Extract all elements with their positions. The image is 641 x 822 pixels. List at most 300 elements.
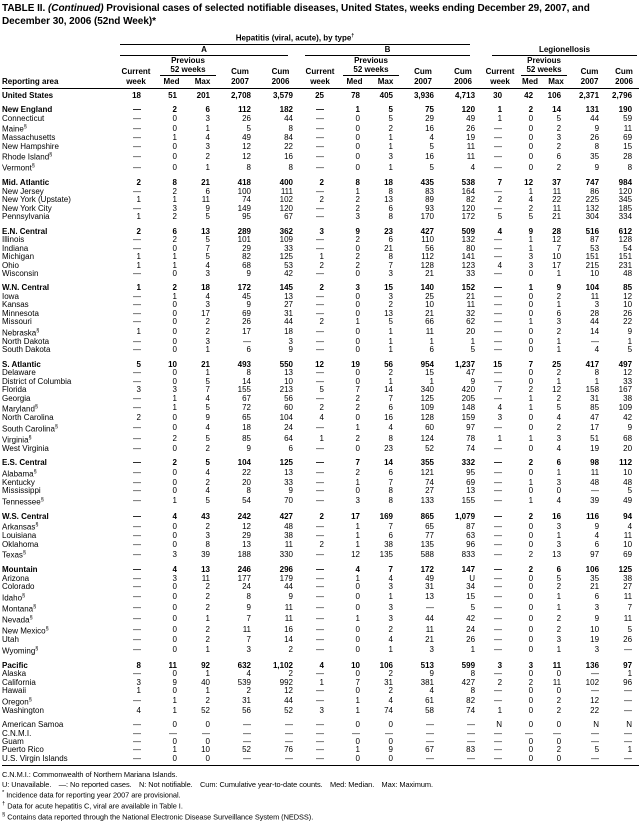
value-cell: N [593,720,600,730]
header-spacer [482,32,639,45]
col-previous-52-weeks-a: Previous 52 weeks [157,56,219,76]
value-cell: 159 [461,413,476,423]
value-cell: 17 [201,308,210,318]
value-cell: 4 [528,195,534,205]
value-cell: 22 [242,467,251,477]
value-cell: 9 [627,422,633,432]
value-cell: 0 [528,644,534,654]
value-cell: N [626,720,633,730]
value-cell: — [316,614,324,624]
value-cell: 2 [556,123,562,133]
table-row [2,346,639,354]
value-cell: 1 [556,603,562,613]
value-cell: 6 [172,226,177,236]
value-cell: 7 [355,385,360,395]
value-cell: — [494,162,503,172]
value-cell: 0 [355,635,360,645]
value-cell: 18 [201,283,210,293]
reporting-area-cell: Illinois [2,235,25,245]
reporting-area-cell: South Carolina§ [2,423,58,434]
value-cell: 0 [355,243,360,253]
value-cell: 3 [205,300,210,310]
reporting-area-cell: Kentucky [2,477,35,487]
value-cell: 0 [172,345,177,355]
value-cell: 4 [205,486,210,496]
value-cell: — [316,203,324,213]
value-cell: 0 [355,737,360,746]
reporting-area-cell: Virginia§ [2,434,32,445]
reporting-area-cell: Delaware [2,368,36,378]
reporting-area-cell: District of Columbia [2,376,72,386]
value-cell: 0 [528,521,534,531]
value-cell: 9 [594,123,600,133]
value-cell: 0 [528,422,534,432]
table-row [2,115,639,123]
value-cell: 22 [590,705,600,715]
value-cell: — [133,521,141,531]
value-cell: 125 [420,393,434,403]
value-cell: 69 [466,477,476,487]
value-cell: 16 [425,151,434,161]
value-cell: — [261,755,300,766]
value-cell: 2 [388,123,393,133]
value-cell: 2 [205,582,210,592]
value-cell: 865 [420,511,434,521]
value-cell: 125 [279,252,293,262]
value-cell: 0 [528,141,534,151]
value-cell: 599 [461,660,476,670]
hepatitis-a-header: A [115,45,300,56]
value-cell: 2 [388,625,393,635]
value-cell: 97 [466,422,476,432]
value-cell: 8 [288,123,293,133]
value-cell: 60 [425,422,434,432]
value-cell: 3,936 [413,90,434,100]
value-cell: 2 [319,511,324,521]
reporting-area-cell: Mid. Atlantic [2,178,50,188]
value-cell: 8 [136,660,141,670]
value-cell: 33 [466,268,476,278]
value-cell: — [133,368,141,378]
value-cell: 1 [528,496,534,505]
value-cell: 21 [425,268,434,278]
value-cell: 11 [466,151,476,161]
value-cell: 11 [425,327,434,337]
value-cell: 0 [518,755,542,766]
value-cell: 0 [528,625,534,635]
reporting-area-cell: W.N. Central [2,283,50,293]
value-cell: 0 [355,644,360,654]
value-cell: 405 [379,90,393,100]
value-cell: 87 [466,521,476,531]
value-cell: 7 [388,565,393,575]
value-cell: 8 [246,368,251,378]
value-cell: 5 [627,486,633,496]
col-cum2007-b: Cum [414,66,432,76]
value-cell: 56 [284,393,293,403]
table-row [2,583,639,591]
value-cell: 14 [384,385,393,395]
value-cell: 74 [242,195,251,205]
value-cell: 2,708 [230,90,251,100]
value-cell: 38 [623,573,633,583]
value-cell: 9 [205,203,210,213]
value-cell: 20 [242,477,251,487]
value-cell: — [133,635,141,645]
value-cell: 0 [172,336,177,346]
value-cell: 2 [556,705,562,715]
value-cell: 54 [623,243,633,253]
value-cell: 128 [420,413,434,423]
value-cell: 2 [556,422,562,432]
value-cell: — [133,235,141,245]
value-cell: 2 [172,212,177,222]
value-cell: 0 [172,603,177,613]
value-cell: 4 [429,133,434,143]
value-cell: 1 [355,614,360,624]
value-cell: 513 [420,660,434,670]
value-cell: — [133,477,141,487]
value-cell: 516 [585,226,600,236]
value-cell: 5 [556,113,562,123]
value-cell: 4 [497,226,503,236]
reporting-area-cell: North Dakota [2,336,50,346]
value-cell: 0 [172,151,177,161]
value-cell: 2 [355,195,360,205]
value-cell: 13 [284,467,293,477]
reporting-area-cell: Nevada§ [2,614,33,625]
col-current-l: Current [485,66,515,76]
value-cell: 427 [461,677,476,687]
reporting-area-cell: Guam [2,737,24,746]
value-cell: — [133,573,141,583]
value-cell: — [133,720,141,730]
value-cell: 246 [237,565,251,575]
value-cell: 0 [556,720,562,730]
value-cell: 0 [528,308,534,318]
value-cell: 5 [319,385,324,395]
value-cell: 2 [355,252,360,262]
col-previous-52-weeks-b: Previous 52 weeks [340,56,402,76]
value-cell: 0 [355,141,360,151]
value-cell: 3 [246,644,251,654]
value-cell: 3 [136,385,141,395]
value-cell: 44 [590,113,600,123]
value-cell: 77 [425,531,434,541]
value-cell: 8 [470,686,476,696]
legionellosis-header: Legionellosis [482,45,639,56]
value-cell: — [316,133,324,143]
value-cell: 0 [172,635,177,645]
value-cell: 49 [425,573,434,583]
value-cell: — [133,737,141,746]
value-cell: — [402,755,444,766]
value-cell: 0 [172,582,177,592]
value-cell: 28 [623,151,633,161]
value-cell: — [316,486,324,496]
reporting-area-cell: Oregon§ [2,696,32,707]
value-cell: 2 [172,235,177,245]
value-cell: 0 [172,243,177,253]
value-cell: — [494,235,503,245]
value-cell: — [494,539,503,549]
value-cell: 0 [528,539,534,549]
value-cell: 1 [172,291,177,301]
value-cell: 8 [246,162,251,172]
value-cell: 5 [556,403,562,413]
value-cell: 1 [355,105,360,115]
value-cell: 1 [497,113,503,123]
value-cell: 1 [319,252,324,262]
value-cell: — [591,336,600,346]
value-cell: — [494,603,503,613]
hepatitis-b-header: B [300,45,482,56]
value-cell: 332 [461,458,476,468]
value-cell: 70 [284,496,293,505]
value-cell: 231 [618,260,633,270]
reporting-area-cell: New York (Upstate) [2,195,71,205]
value-cell: 75 [425,105,434,115]
value-cell: — [316,141,324,151]
value-cell: 3 [528,660,534,670]
value-cell: 2 [528,105,534,115]
value-cell: — [133,141,141,151]
value-cell: — [316,669,324,679]
value-cell: 72 [242,403,251,413]
value-cell: 0 [388,720,393,730]
value-cell: 1 [136,195,141,205]
value-cell: 2 [497,195,503,205]
reporting-area-cell: South Dakota [2,345,51,355]
value-cell: 381 [420,677,434,687]
value-cell: 74 [425,477,434,487]
value-cell: 1 [556,300,562,310]
value-cell: 38 [623,393,633,403]
table-row [2,222,639,236]
value-cell: 104 [279,413,293,423]
value-cell: 125 [279,458,293,468]
value-cell: 17 [242,327,251,337]
value-cell: 13 [284,368,293,378]
value-cell: 59 [623,113,633,123]
value-cell: 2 [205,327,210,337]
value-cell: 21 [590,582,600,592]
value-cell: 44 [425,614,434,624]
value-cell: 4 [388,635,393,645]
value-cell: 6 [388,203,393,213]
value-cell: 992 [279,677,293,687]
value-cell: 19 [466,133,476,143]
value-cell: 42 [623,413,633,423]
value-cell: — [316,212,324,222]
value-cell: 102 [585,677,600,687]
value-cell: 61 [425,695,434,705]
value-cell: 0 [528,592,534,602]
value-cell: 16 [284,625,293,635]
value-cell: 1 [388,141,393,151]
value-cell: 44 [284,582,293,592]
value-cell: 47 [466,368,476,378]
reporting-area-cell: New England [2,105,53,115]
value-cell: 110 [421,235,434,245]
value-cell: 0 [528,443,534,453]
value-cell: 0 [556,486,562,496]
value-cell: 69 [242,308,251,318]
value-cell: 106 [547,90,562,100]
value-cell: — [609,755,639,766]
table-row [2,318,639,326]
value-cell: 1 [205,644,210,654]
value-cell: 1 [388,592,393,602]
value-cell: 1 [172,393,177,403]
value-cell: 0 [172,443,177,453]
table-row [2,355,639,369]
value-cell: — [316,477,324,487]
value-cell: — [133,268,141,278]
value-cell: 427 [279,511,293,521]
value-cell: 1 [205,345,210,355]
value-cell: 74 [384,705,393,715]
value-cell: 10 [590,625,600,635]
value-cell: 2 [528,511,534,521]
value-cell: 8 [246,592,251,602]
value-cell: 3 [172,203,177,213]
value-cell: 0 [355,625,360,635]
value-cell: 4 [556,443,562,453]
value-cell: 22 [552,195,562,205]
value-cell: 1 [205,686,210,696]
value-cell: 0 [355,268,360,278]
value-cell: 4 [246,669,251,679]
value-cell: — [494,141,503,151]
value-cell: — [494,614,503,624]
value-cell: 9 [594,614,600,624]
value-cell: 0 [528,635,534,645]
value-cell: 13 [466,486,476,496]
value-cell: 8 [388,212,393,222]
value-cell: 0 [172,422,177,432]
value-cell: 9 [172,677,177,687]
value-cell: 109 [618,403,633,413]
value-cell: 120 [618,186,633,196]
value-cell: 4 [627,521,633,531]
value-cell: 26 [623,308,633,318]
value-cell: — [285,720,293,730]
value-cell: 93 [425,203,434,213]
value-cell: 164 [461,186,476,196]
value-cell: 120 [461,203,476,213]
value-cell: 23 [384,443,393,453]
value-cell: 1 [388,327,393,337]
value-cell: — [494,496,503,505]
value-cell: 7 [246,614,251,624]
value-cell: 172 [237,283,251,293]
value-cell: 3 [429,644,434,654]
value-cell: 1 [355,745,360,755]
value-cell: 0 [528,614,534,624]
value-cell: 747 [585,178,600,188]
value-cell: 1 [556,467,562,477]
value-cell: 0 [172,467,177,477]
value-cell: 1 [355,695,360,705]
value-cell: 538 [461,178,476,188]
value-cell: 1 [172,695,177,705]
value-cell: 155 [461,496,476,505]
table-row [2,687,639,695]
value-cell: 2 [136,226,141,236]
value-cell: N [496,720,503,730]
value-cell: 16 [384,413,393,423]
value-cell: 1 [136,252,141,262]
value-cell: 0 [172,317,177,327]
value-cell: — [494,549,503,559]
value-cell: 1 [136,327,141,337]
value-cell: 24 [284,422,293,432]
value-cell: 2,796 [612,90,633,100]
value-cell: 5 [205,376,210,386]
value-cell: 0 [172,123,177,133]
value-cell: 40 [201,677,210,687]
value-cell: 6 [288,443,293,453]
value-cell: 15 [623,141,633,151]
value-cell: 1 [355,531,360,541]
value-cell: 1 [355,317,360,327]
value-cell: 0 [355,327,360,337]
table-row [2,162,639,173]
value-cell: — [426,728,434,738]
value-cell: 1 [172,260,177,270]
col-cum2006-l: Cum [615,66,633,76]
value-cell: 5 [388,317,393,327]
value-cell: 304 [585,212,600,222]
value-cell: 8 [388,433,393,443]
value-cell: 136 [585,660,600,670]
value-cell: 82 [242,252,251,262]
value-cell: 13 [201,565,210,575]
value-cell: — [316,105,324,115]
value-cell: 345 [618,195,633,205]
value-cell: 1 [205,162,210,172]
value-cell: 96 [466,539,476,549]
value-cell: 19 [351,359,360,369]
value-cell: 3 [319,705,324,715]
value-cell: 0 [528,745,534,755]
value-cell: 3 [388,582,393,592]
value-cell: 340 [420,385,434,395]
value-cell: 18 [284,327,293,337]
value-cell: 1 [556,531,562,541]
value-cell: — [133,531,141,541]
table-row [2,88,639,100]
table-row [2,453,639,467]
table-row [2,445,639,453]
value-cell: 2 [556,625,562,635]
reporting-area-cell: Hawaii [2,686,27,696]
value-cell: — [316,592,324,602]
value-cell: 3 [388,614,393,624]
reporting-area-cell: Texas§ [2,550,26,560]
value-cell: 53 [590,243,600,253]
value-cell: 289 [237,226,251,236]
value-cell: 116 [586,511,600,521]
value-cell: 10 [590,268,600,278]
value-cell: 4,713 [455,90,476,100]
value-cell: 0 [205,737,210,746]
value-cell: 78 [466,433,476,443]
value-cell: 15 [493,359,503,369]
reporting-area-cell: Vermont§ [2,163,35,173]
value-cell: — [133,422,141,432]
